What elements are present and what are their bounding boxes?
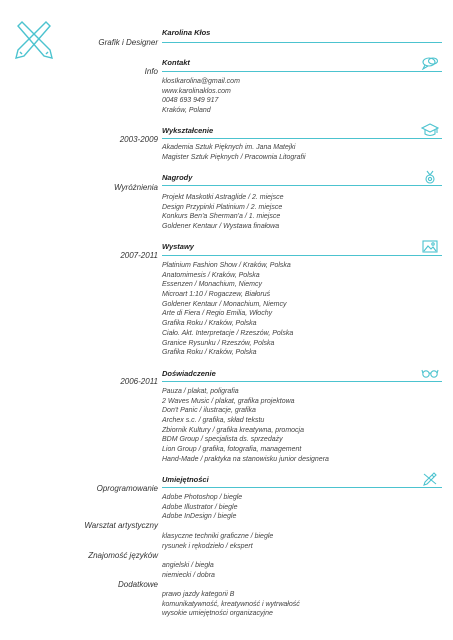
- list-item: Lion Group / grafika, fotografia, management: [162, 446, 302, 454]
- education-heading: Wykształcenie: [162, 126, 214, 135]
- list-item: Projekt Maskotki Astraglide / 2. miejsce: [162, 194, 284, 201]
- graduation-cap-icon: [421, 123, 439, 137]
- awards-heading: Nagrody: [162, 173, 193, 182]
- divider: [162, 185, 442, 186]
- awards-label: Wyróżnienia: [113, 183, 158, 192]
- list-item: BDM Group / specjalista ds. sprzedaży: [162, 436, 283, 444]
- person-role: Grafik i Designer: [98, 38, 158, 47]
- list-item: Magister Sztuk Pięknych / Pracownia Litografii: [162, 153, 306, 161]
- skills-group-label: Dodatkowe: [117, 580, 158, 589]
- contact-heading: Kontakt: [162, 58, 190, 67]
- medal-icon: [421, 170, 439, 184]
- list-item: wysokie umiejętności organizacyjne: [162, 610, 273, 618]
- contact-location: Kraków, Poland: [162, 107, 211, 115]
- contact-email[interactable]: klosIkarolina@gmail.com: [162, 78, 240, 85]
- logo-cross-pencils-icon: [14, 20, 54, 60]
- picture-icon: [421, 239, 439, 253]
- skills-group-lines: [162, 493, 242, 522]
- skills-group-lines: [162, 532, 273, 551]
- divider: [162, 381, 442, 382]
- experience-heading: Doświadczenie: [162, 369, 216, 378]
- list-item: Microart 1:10 / Rogaczew, Białoruś: [162, 291, 271, 299]
- list-item: angielski / biegła: [162, 562, 214, 569]
- list-item: Platinium Fashion Show / Kraków, Polska: [162, 262, 291, 269]
- list-item: Arte di Fiera / Regio Emilia, Włochy: [162, 310, 273, 318]
- divider: [162, 255, 442, 256]
- list-item: Grafika Roku / Kraków, Polska: [162, 320, 257, 328]
- list-item: Zbiornik Kultury / grafika kreatywna, promocja: [162, 426, 304, 434]
- exhibitions-heading: Wystawy: [162, 242, 194, 251]
- pencil-icon: [421, 472, 439, 486]
- divider: [162, 71, 442, 72]
- list-item: klasyczne techniki graficzne / biegle: [162, 533, 274, 540]
- list-item: prawo jazdy kategorii B: [162, 591, 235, 598]
- contact-label: Info: [144, 67, 158, 76]
- glasses-icon: [421, 366, 439, 380]
- skills-group-lines: [162, 561, 215, 580]
- list-item: rysunek i rękodzieło / ekspert: [162, 542, 253, 550]
- list-item: Adobe InDesign / biegle: [162, 513, 237, 521]
- skills-group-label: Znajomość języków: [88, 551, 158, 560]
- contact-phone: 0048 693 949 917: [162, 97, 219, 105]
- list-item: Grafika Roku / Kraków, Polska: [162, 349, 257, 357]
- education-label: 2003-2009: [119, 135, 158, 144]
- divider: [162, 42, 442, 43]
- exhibitions-lines: [162, 261, 293, 358]
- experience-lines: [162, 387, 329, 465]
- list-item: Don't Panic / ilustracje, grafika: [162, 407, 256, 415]
- skills-group-label: Warsztat artystyczny: [84, 521, 158, 530]
- list-item: 2 Waves Music / plakat, grafika projektowa: [162, 397, 295, 405]
- list-item: niemiecki / dobra: [162, 571, 215, 579]
- list-item: komunikatywność, kreatywność i wytrwałość: [162, 600, 300, 608]
- person-name: Karolina Kłos: [162, 28, 211, 37]
- list-item: Ciało. Akt. Interpretacje / Rzeszów, Polska: [162, 329, 294, 337]
- speech-bubble-icon: [421, 56, 439, 70]
- list-item: Essenzen / Monachium, Niemcy: [162, 281, 262, 289]
- skills-group-label: Oprogramowanie: [96, 484, 158, 493]
- contact-lines: [162, 77, 240, 116]
- list-item: Granice Rysunku / Rzeszów, Polska: [162, 339, 275, 347]
- list-item: Design Przypinki Platinium / 2. miejsce: [162, 203, 283, 211]
- awards-lines: [162, 193, 284, 232]
- exhibitions-label: 2007-2011: [120, 251, 158, 260]
- list-item: Adobe Photoshop / biegle: [162, 494, 243, 501]
- skills-heading: Umiejętności: [162, 475, 209, 484]
- skills-group-lines: [162, 590, 300, 619]
- list-item: Goldener Kentaur / Wystawa finałowa: [162, 223, 280, 231]
- list-item: Hand-Made / praktyka na stanowisku junior designera: [162, 455, 329, 463]
- divider: [162, 487, 442, 488]
- list-item: Adobe Illustrator / biegle: [162, 503, 238, 511]
- list-item: Archex s.c. / grafika, skład tekstu: [162, 417, 265, 425]
- experience-label: 2006-2011: [120, 377, 158, 386]
- contact-website[interactable]: www.karolinaklos.com: [162, 87, 231, 95]
- list-item: Akademia Sztuk Pięknych im. Jana Matejki: [162, 144, 296, 151]
- list-item: Anatomimesis / Kraków, Polska: [162, 271, 260, 279]
- education-lines: [162, 143, 306, 162]
- list-item: Pauza / plakat, poligrafia: [162, 388, 239, 395]
- divider: [162, 138, 442, 139]
- list-item: Konkurs Ben'a Sherman'a / 1. miejsce: [162, 213, 281, 221]
- list-item: Goldener Kentaur / Monachium, Niemcy: [162, 300, 287, 308]
